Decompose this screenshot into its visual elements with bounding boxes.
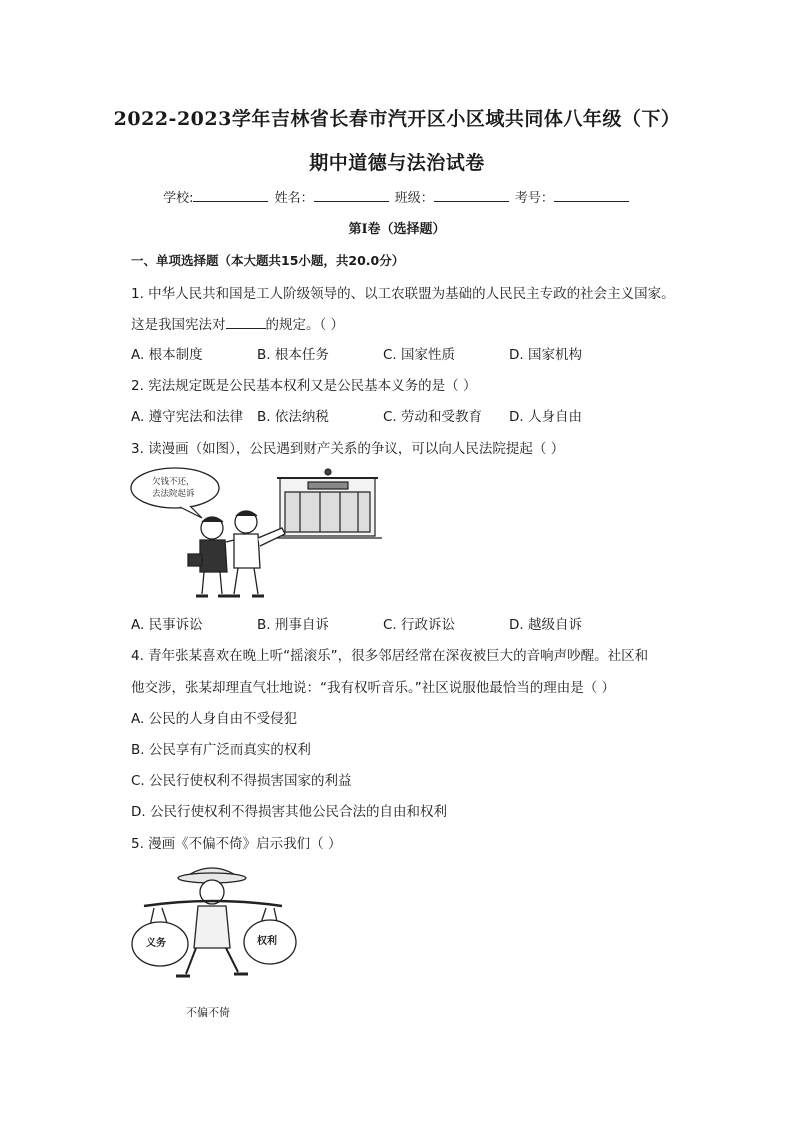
q1-line2 [131, 313, 344, 333]
q3-text: 3. 读漫画（如图），公民遇到财产关系的争议，可以向人民法院提起（ ） [131, 441, 565, 457]
court-building [270, 469, 382, 538]
number-blank [554, 189, 629, 202]
bubble-text-1: 欠钱不还， [152, 477, 195, 487]
court-cartoon-image [130, 466, 385, 602]
class-blank [434, 189, 509, 202]
part-title: 第I卷（选择题） [348, 222, 446, 237]
q3-option-a: A. 民事诉讼 [131, 617, 203, 633]
person-right [226, 511, 285, 596]
q4-line1: 4. 青年张某喜欢在晚上听“摇滚乐”，很多邻居经常在深夜被巨大的音响声吵醒。社区和 [131, 648, 649, 664]
cartoon-caption: 不偏不倚 [186, 1006, 230, 1019]
student-info-row [0, 187, 794, 206]
q1-option-d: D. 国家机构 [509, 347, 582, 363]
class-label: 班级： [394, 191, 434, 206]
section-title: 一、单项选择题（本大题共15小题，共20.0分） [131, 253, 405, 268]
q2-text: 2. 宪法规定既是公民基本权利又是公民基本义务的是（ ） [131, 378, 477, 394]
q2-option-c: C. 劳动和受教育 [383, 409, 483, 425]
q1-line2-end: 的规定。（ ） [265, 317, 345, 333]
q3-option-b: B. 刑事自诉 [257, 617, 329, 633]
name-label: 姓名： [274, 191, 314, 206]
q4-option-b: B. 公民享有广泛而真实的权利 [131, 742, 311, 758]
q2-option-d: D. 人身自由 [509, 409, 582, 425]
q1-option-c: C. 国家性质 [383, 347, 456, 363]
q1-option-a: A. 根本制度 [131, 347, 203, 363]
exam-title-line2: 期中道德与法治试卷 [309, 152, 485, 174]
q1-line1: 1. 中华人民共和国是工人阶级领导的、以工农联盟为基础的人民民主专政的社会主义国家。 [131, 286, 675, 302]
school-label: 学校: [163, 191, 194, 206]
right-bag-label: 权利 [257, 936, 277, 947]
q4-option-a: A. 公民的人身自由不受侵犯 [131, 711, 298, 727]
q1-answer-blank [226, 316, 266, 329]
q1-line2-start: 这是我国宪法对 [131, 317, 226, 333]
q2-option-b: B. 依法纳税 [257, 409, 329, 425]
person-left [188, 517, 230, 596]
q4-line2: 他交涉，张某却理直气壮地说：“我有权听音乐。”社区说服他最恰当的理由是（ ） [131, 680, 616, 696]
q4-option-c: C. 公民行使权利不得损害国家的利益 [131, 773, 352, 789]
speech-bubble [131, 468, 219, 518]
bubble-text-2: 去法院起诉 [152, 489, 195, 499]
school-blank [193, 189, 268, 202]
q2-option-a: A. 遵守宪法和法律 [131, 409, 244, 425]
q3-option-d: D. 越级自诉 [509, 617, 582, 633]
q1-option-b: B. 根本任务 [257, 347, 329, 363]
q3-option-c: C. 行政诉讼 [383, 617, 456, 633]
name-blank [314, 189, 389, 202]
q4-option-d: D. 公民行使权利不得损害其他公民合法的自由和权利 [131, 804, 447, 820]
exam-title-line1: 2022-2023学年吉林省长春市汽开区小区域共同体八年级（下） [113, 108, 681, 130]
farmer-body [194, 906, 230, 948]
left-bag-label: 义务 [146, 938, 166, 949]
number-label: 考号： [514, 191, 554, 206]
balance-cartoon-image [126, 856, 298, 996]
q5-text: 5. 漫画《不偏不倚》启示我们（ ） [131, 836, 342, 852]
